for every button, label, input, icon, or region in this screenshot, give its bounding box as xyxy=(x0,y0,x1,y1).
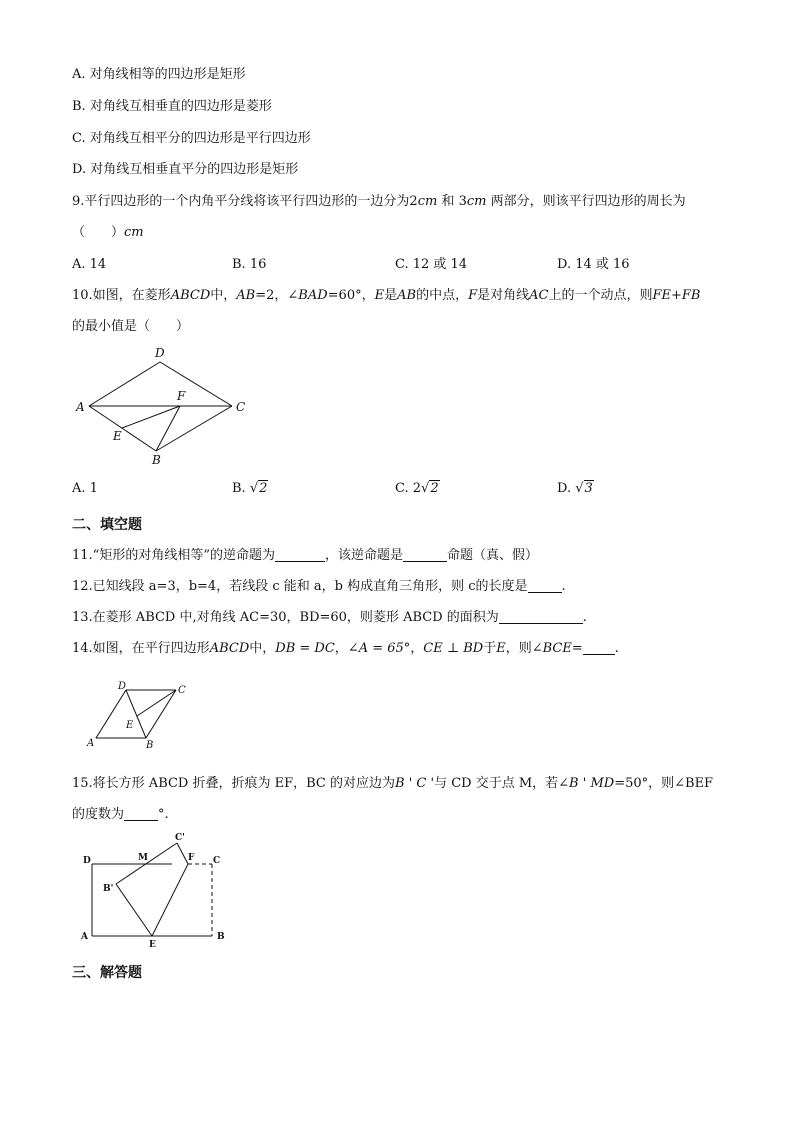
segment-ef xyxy=(122,406,180,428)
segment-ce xyxy=(137,690,176,716)
q10-diag: 是对角线 xyxy=(477,288,530,303)
q9-unit-2: cm xyxy=(466,194,487,209)
q14-text-2: 中， xyxy=(249,641,276,656)
q9-unit-3: cm xyxy=(124,225,144,240)
label-b: B xyxy=(152,453,161,467)
label-b: B xyxy=(146,740,154,751)
q10-is: 是 xyxy=(384,288,398,303)
label-f: F xyxy=(188,853,195,863)
q15-fold-figure xyxy=(72,830,237,948)
label-d: D xyxy=(155,346,165,360)
label-e: E xyxy=(149,940,156,948)
q9-value-1: 2 xyxy=(409,194,418,209)
label-c-prime: C' xyxy=(175,833,185,843)
q11-text-3: 命题（真、假） xyxy=(446,548,538,563)
label-a: A xyxy=(76,400,85,414)
sqrt-symbol: √3 xyxy=(575,481,593,496)
q11-blank-2[interactable] xyxy=(403,548,447,562)
radicand: 2 xyxy=(259,481,268,496)
q15-bc: B ' C ' xyxy=(395,776,435,791)
segment-eb1 xyxy=(116,884,152,936)
q10-option-c xyxy=(395,480,440,498)
label-d: D xyxy=(83,856,91,866)
q13-text-1: 13.在菱形 ABCD 中,对角线 AC=30，BD=60，则菱形 ABCD 的面积为 xyxy=(72,610,499,625)
q10-option-d xyxy=(557,480,594,498)
q10-abcd: ABCD xyxy=(170,288,211,303)
q14-eq-sign: = xyxy=(571,641,583,656)
q8-option-c: C. 对角线互相平分的四边形是平行四边形 xyxy=(72,131,311,146)
q14-e: E xyxy=(496,641,506,656)
q14-period: . xyxy=(614,641,619,656)
q14-comma-1: ， xyxy=(334,641,348,656)
q10-deg60: =60°， xyxy=(327,288,375,303)
q10-mid: 的中点， xyxy=(416,288,469,303)
radicand: 2 xyxy=(430,481,439,496)
q8-option-a: A. 对角线相等的四边形是矩形 xyxy=(72,67,246,82)
q9-answer-paren xyxy=(72,224,144,242)
q9-unit-1: cm xyxy=(417,194,438,209)
label-b-prime: B' xyxy=(103,884,114,894)
q10-ac: AC xyxy=(529,288,549,303)
q10-stem-line2: 的最小值是（ ） xyxy=(72,319,190,334)
q15 xyxy=(72,775,713,793)
q9-and: 和 xyxy=(441,194,455,209)
q10-text-1: 10.如图，在菱形 xyxy=(72,288,171,303)
q9-option-c: C. 12 或 14 xyxy=(395,257,468,272)
label-d: D xyxy=(118,681,127,692)
sqrt-symbol: √2 xyxy=(421,481,439,496)
q9-stem xyxy=(72,193,686,211)
q14-eq-angle-a: ∠A = 65° xyxy=(347,641,411,656)
q15-text-2: 与 CD 交于点 M，若∠ xyxy=(434,776,570,791)
q10-rhombus-figure xyxy=(72,342,262,468)
section-heading-answer: 三、解答题 xyxy=(72,965,142,981)
label-f: F xyxy=(177,389,186,403)
q10-option-a: A. 1 xyxy=(72,481,98,496)
label-c: C xyxy=(213,856,221,866)
fold-line-ef xyxy=(152,864,188,936)
q10-text-2: 中， xyxy=(210,288,237,303)
q9-stem-text-2: 两部分，则该平行四边形的周长为 xyxy=(490,194,686,209)
q10-eq2: =2，∠ xyxy=(255,288,299,303)
label-e: E xyxy=(126,720,134,731)
sqrt-symbol: √2 xyxy=(249,481,268,496)
q15-line2 xyxy=(72,806,169,824)
q13-blank[interactable] xyxy=(499,610,583,624)
q13-text-2: . xyxy=(582,610,587,625)
section-heading-fill-in: 二、填空题 xyxy=(72,517,142,533)
q12-text-1: 12.已知线段 a=3，b=4，若线段 c 能和 a，b 构成直角三角形，则 c的长度是 xyxy=(72,579,528,594)
q11-blank-1[interactable] xyxy=(275,548,325,562)
q14-text-3: ，则∠ xyxy=(505,641,543,656)
radicand: 3 xyxy=(584,481,593,496)
q14-eq-db-dc: DB = DC xyxy=(275,641,335,656)
q14-abcd: ABCD xyxy=(209,641,250,656)
segment-bc xyxy=(156,406,232,451)
q10-stem xyxy=(72,287,700,305)
q9-option-d: D. 14 或 16 xyxy=(557,257,630,272)
q14-text-yu: 于 xyxy=(483,641,497,656)
q10-option-b xyxy=(232,480,268,498)
q14-text-1: 14.如图，在平行四边形 xyxy=(72,641,210,656)
q14-comma-2: ， xyxy=(410,641,424,656)
label-a: A xyxy=(81,932,88,942)
q11-text-2: ，该逆命题是 xyxy=(324,548,403,563)
q8-option-d: D. 对角线互相垂直平分的四边形是矩形 xyxy=(72,162,299,177)
q10-e: E xyxy=(374,288,385,303)
q15-blank[interactable] xyxy=(124,807,158,821)
q9-paren: （ ） xyxy=(72,225,125,240)
segment-dc xyxy=(160,362,232,406)
q9-option-b: B. 16 xyxy=(232,257,267,272)
q14-bce: BCE xyxy=(542,641,572,656)
q9-value-2: 3 xyxy=(458,194,467,209)
label-m: M xyxy=(138,853,148,863)
label-c: C xyxy=(178,685,186,696)
label-c: C xyxy=(236,400,246,414)
q10-ab2: AB xyxy=(397,288,417,303)
q12 xyxy=(72,578,566,596)
label-a: A xyxy=(87,738,95,749)
q10-option-b-prefix: B. xyxy=(232,481,246,496)
q12-text-2: . xyxy=(561,579,566,594)
segment-c1f xyxy=(177,843,188,864)
q12-blank[interactable] xyxy=(528,579,562,593)
q10-option-c-prefix: C. 2 xyxy=(395,481,422,496)
q10-f: F xyxy=(468,288,478,303)
q9-stem-text-1: 9.平行四边形的一个内角平分线将该平行四边形的一边分为 xyxy=(72,194,410,209)
segment-da xyxy=(96,690,126,738)
q14 xyxy=(72,640,619,658)
q15-text-4: 的度数为 xyxy=(72,807,125,822)
segment-ab xyxy=(89,406,156,451)
label-e: E xyxy=(113,429,122,443)
q14-eq-perp: CE ⊥ BD xyxy=(423,641,484,656)
q10-bad: BAD xyxy=(298,288,328,303)
q14-blank[interactable] xyxy=(583,641,615,655)
q9-option-a: A. 14 xyxy=(72,257,107,272)
q14-parallelogram-figure xyxy=(84,680,196,752)
q15-text-5: °. xyxy=(158,807,169,822)
q11-text-1: 11.“矩形的对角线相等”的逆命题为 xyxy=(72,548,275,563)
q15-bmd: B ' MD xyxy=(569,776,615,791)
q8-option-b: B. 对角线互相垂直的四边形是菱形 xyxy=(72,99,272,114)
q15-text-3: =50°，则∠BEF xyxy=(614,776,714,791)
label-b: B xyxy=(217,932,225,942)
segment-ad xyxy=(89,362,160,406)
q11 xyxy=(72,547,538,565)
q10-moving: 上的一个动点，则 xyxy=(548,288,653,303)
q15-text-1: 15.将长方形 ABCD 折叠，折痕为 EF，BC 的对应边为 xyxy=(72,776,396,791)
q13 xyxy=(72,609,587,627)
q10-ab: AB xyxy=(236,288,256,303)
q10-fefb: FE+FB xyxy=(652,288,701,303)
q10-option-d-prefix: D. xyxy=(557,481,572,496)
segment-bc xyxy=(146,690,176,738)
